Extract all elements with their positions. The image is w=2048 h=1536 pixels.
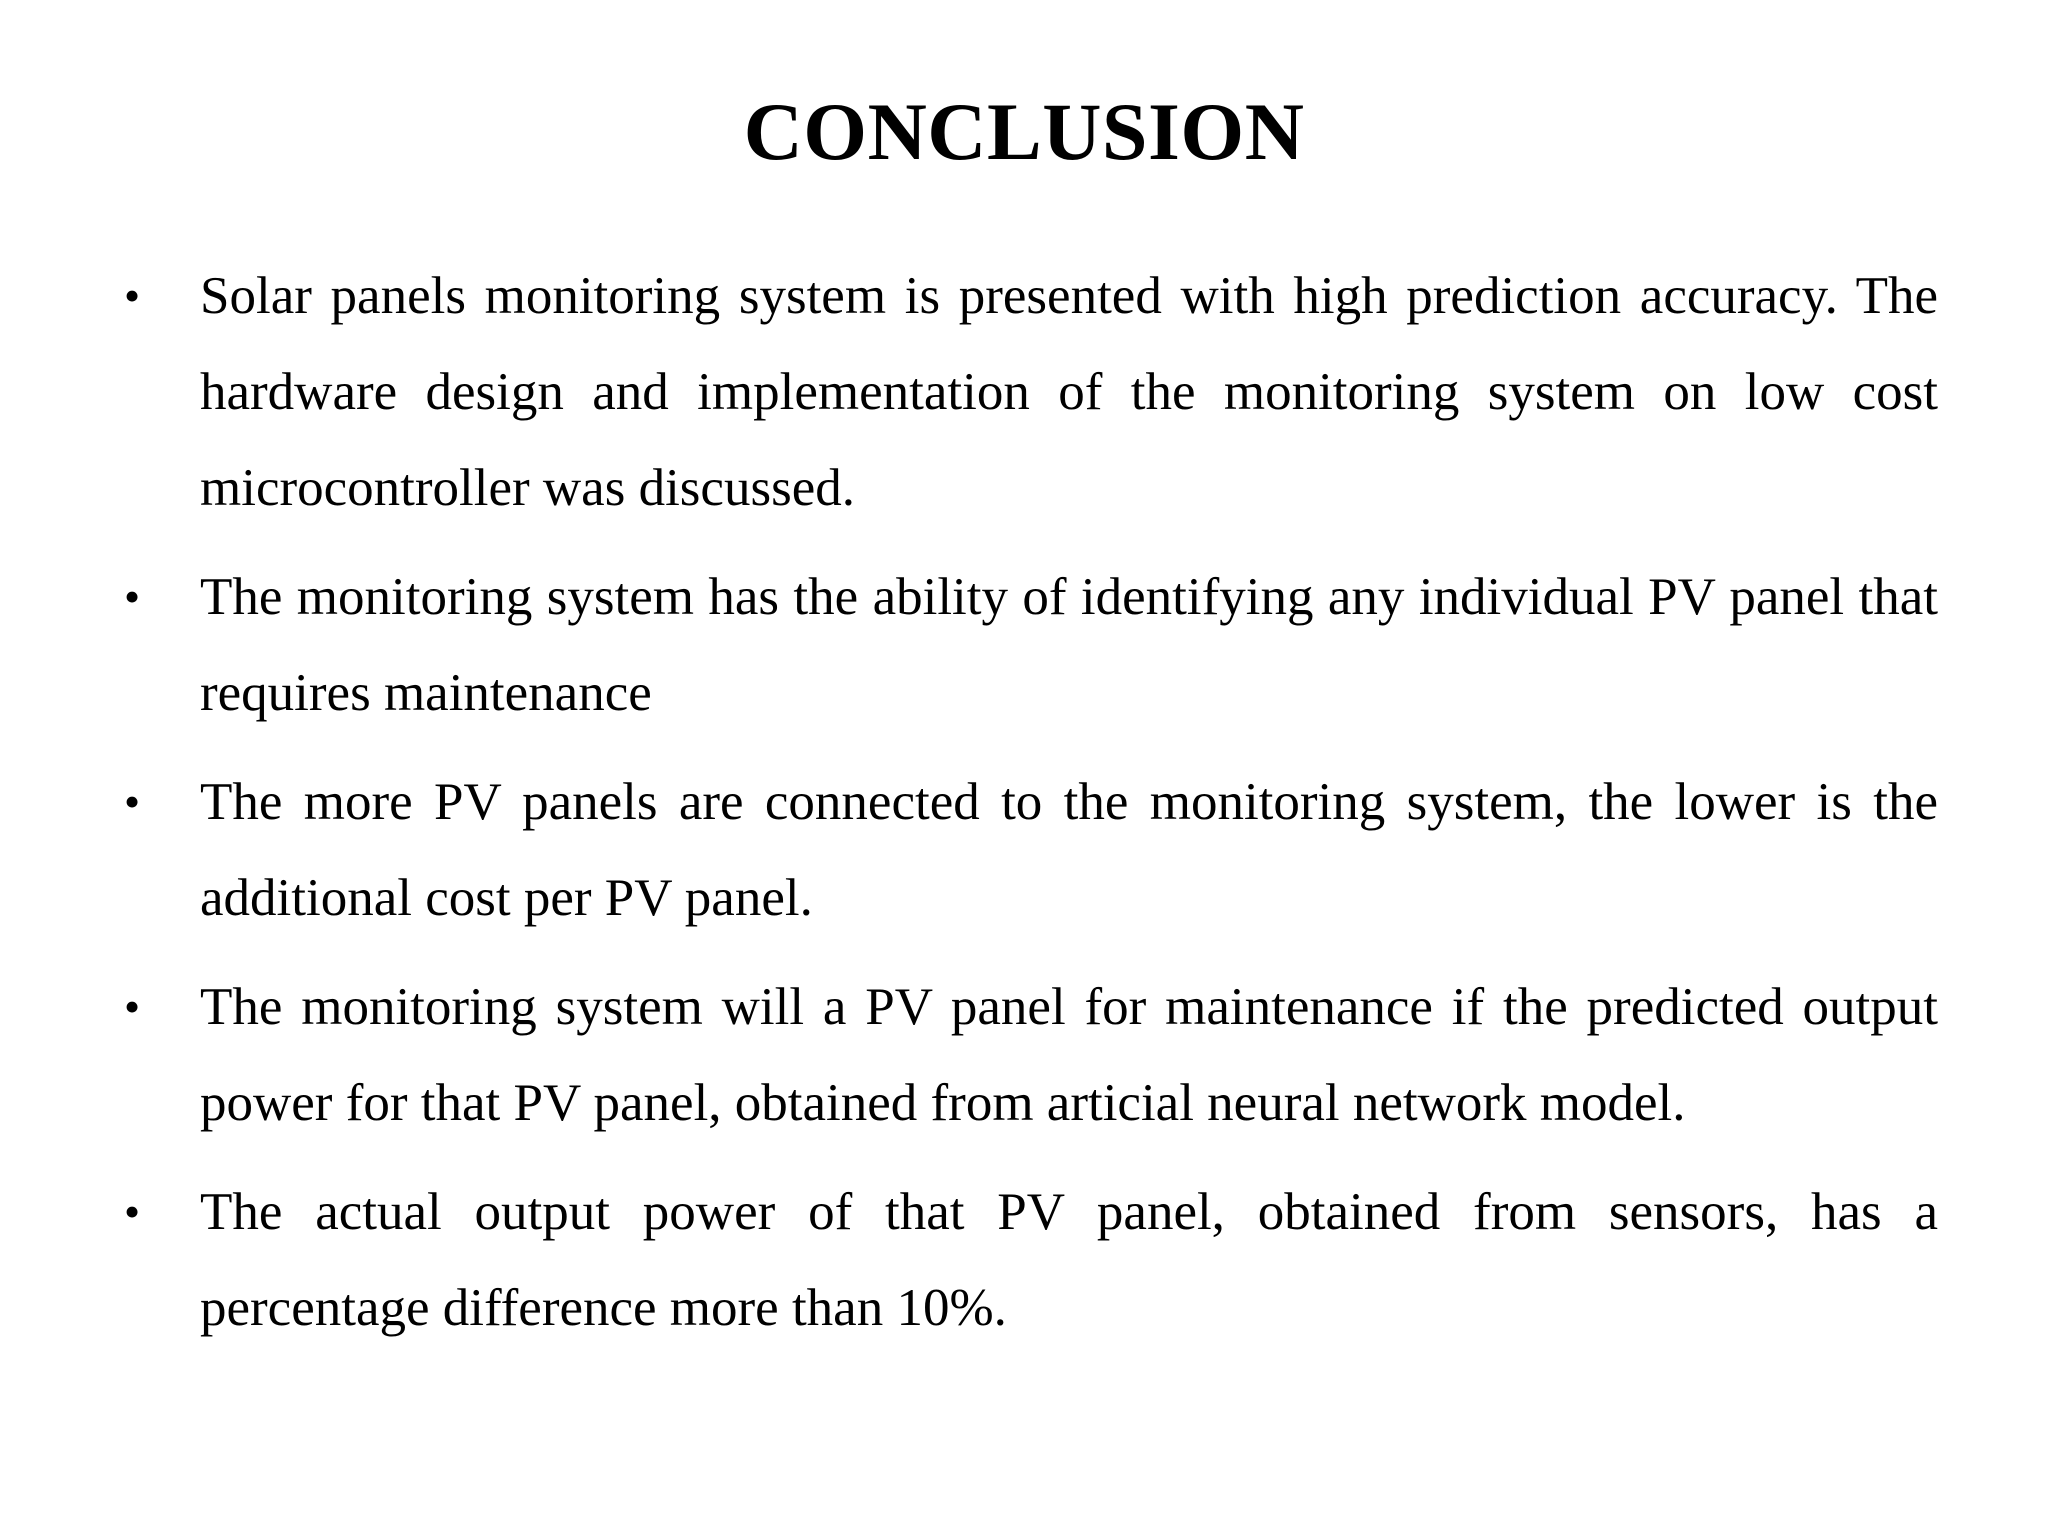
- bullet-dot-icon: •: [124, 1186, 141, 1237]
- bullet-item: [120, 1164, 1938, 1356]
- bullet-item: [120, 248, 1938, 536]
- bullet-item: [120, 754, 1938, 946]
- bullet-dot-icon: •: [124, 776, 141, 827]
- bullet-list: [120, 248, 1938, 1369]
- bullet-item: [120, 549, 1938, 741]
- bullet-item: [120, 959, 1938, 1151]
- bullet-dot-icon: •: [124, 981, 141, 1032]
- bullet-dot-icon: •: [124, 571, 141, 622]
- bullet-dot-icon: •: [124, 270, 141, 321]
- bullet-text: The monitoring system will a PV panel for maintenance if the predicted output power for that PV panel, obtained from articial neural network model.: [200, 978, 1938, 1132]
- bullet-text: Solar panels monitoring system is presented with high prediction accuracy. The hardware design and implementation of the monitoring system on low cost microcontroller was discussed.: [200, 267, 1938, 517]
- bullet-text: The more PV panels are connected to the monitoring system, the lower is the additional cost per PV panel.: [200, 773, 1938, 927]
- bullet-text: The monitoring system has the ability of identifying any individual PV panel that requires maintenance: [200, 568, 1938, 722]
- slide-title: CONCLUSION: [743, 86, 1305, 177]
- bullet-text: The actual output power of that PV panel, obtained from sensors, has a percentage difference more than 10%.: [200, 1183, 1938, 1337]
